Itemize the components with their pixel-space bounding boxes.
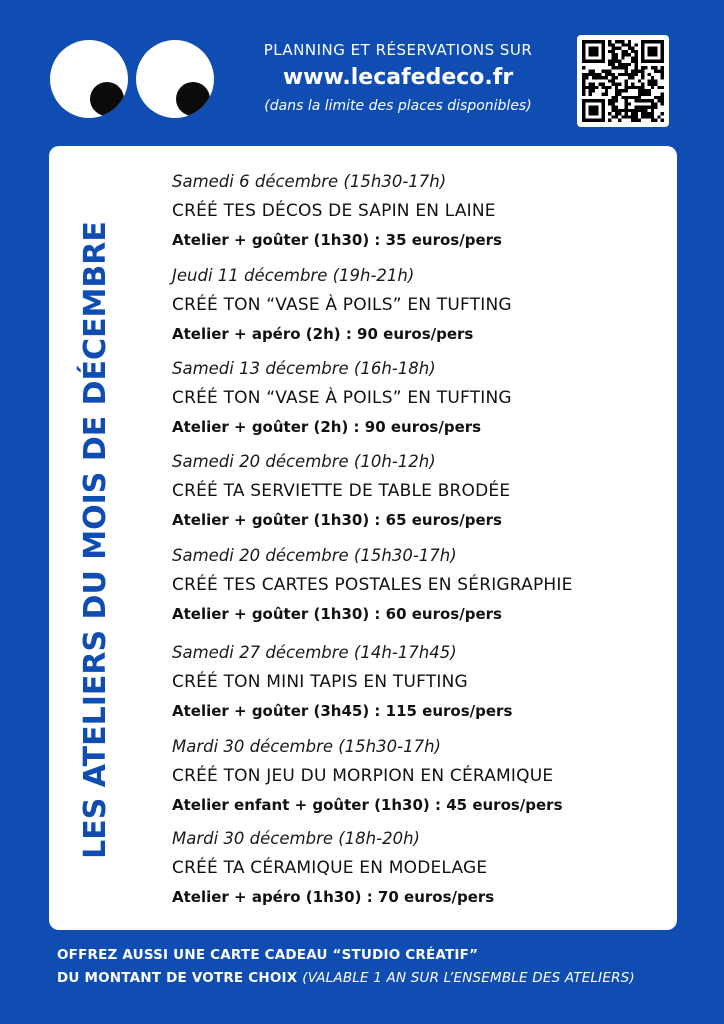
event-title: CRÉÉ TES CARTES POSTALES EN SÉRIGRAPHIE — [172, 575, 573, 595]
event-title: CRÉÉ TA SERVIETTE DE TABLE BRODÉE — [172, 481, 511, 501]
header — [228, 38, 568, 118]
gift-card-validity-note: (VALABLE 1 AN SUR L’ENSEMBLE DES ATELIERS) — [302, 970, 635, 986]
event-date: Samedi 13 décembre (16h-18h) — [172, 359, 436, 378]
event-title: CRÉÉ TON “VASE À POILS” EN TUFTING — [172, 295, 512, 315]
event-item — [172, 639, 672, 733]
event-title: CRÉÉ TES DÉCOS DE SAPIN EN LAINE — [172, 201, 496, 221]
event-price: Atelier enfant + goûter (1h30) : 45 euros/pers — [172, 796, 563, 814]
left-pupil — [90, 82, 124, 116]
event-item — [172, 825, 672, 917]
events-list — [172, 168, 672, 917]
website-link[interactable]: www.lecafedeco.fr — [282, 65, 514, 90]
event-title: CRÉÉ TON JEU DU MORPION EN CÉRAMIQUE — [172, 766, 554, 786]
event-item — [172, 733, 672, 825]
event-date: Mardi 30 décembre (18h-20h) — [172, 829, 420, 848]
event-date: Samedi 6 décembre (15h30-17h) — [172, 172, 447, 191]
event-item — [172, 262, 672, 355]
event-date: Samedi 20 décembre (15h30-17h) — [172, 546, 457, 565]
event-price: Atelier + goûter (1h30) : 65 euros/pers — [172, 511, 502, 529]
event-item — [172, 448, 672, 542]
event-price: Atelier + goûter (1h30) : 60 euros/pers — [172, 605, 502, 623]
event-price: Atelier + goûter (1h30) : 35 euros/pers — [172, 231, 502, 249]
event-item — [172, 168, 672, 262]
footer — [57, 944, 697, 990]
event-date: Jeudi 11 décembre (19h-21h) — [172, 266, 415, 285]
event-date: Samedi 27 décembre (14h-17h45) — [172, 643, 457, 662]
header-note: (dans la limite des places disponibles) — [264, 98, 532, 114]
event-item — [172, 542, 672, 639]
right-eye-icon — [136, 40, 214, 118]
event-price: Atelier + goûter (3h45) : 115 euros/pers — [172, 702, 513, 720]
side-title: LES ATELIERS DU MOIS DE DÉCEMBRE — [78, 221, 113, 859]
event-price: Atelier + apéro (1h30) : 70 euros/pers — [172, 888, 495, 906]
event-title: CRÉÉ TON MINI TAPIS EN TUFTING — [172, 672, 468, 692]
event-price: Atelier + apéro (2h) : 90 euros/pers — [172, 325, 474, 343]
eyes-illustration — [50, 40, 220, 120]
left-eye-icon — [50, 40, 128, 118]
event-title: CRÉÉ TON “VASE À POILS” EN TUFTING — [172, 388, 512, 408]
gift-card-amount-label: DU MONTANT DE VOTRE CHOIX — [57, 970, 298, 986]
event-price: Atelier + goûter (2h) : 90 euros/pers — [172, 418, 482, 436]
gift-card-line: OFFREZ AUSSI UNE CARTE CADEAU “STUDIO CRÉATIF” — [57, 947, 479, 963]
event-date: Mardi 30 décembre (15h30-17h) — [172, 737, 441, 756]
event-item — [172, 355, 672, 448]
gift-card-amount-line — [57, 967, 697, 990]
right-pupil — [176, 82, 210, 116]
event-title: CRÉÉ TA CÉRAMIQUE EN MODELAGE — [172, 858, 488, 878]
event-date: Samedi 20 décembre (10h-12h) — [172, 452, 436, 471]
qr-code-icon[interactable] — [577, 35, 669, 127]
header-planning-label: PLANNING ET RÉSERVATIONS SUR — [263, 41, 533, 59]
